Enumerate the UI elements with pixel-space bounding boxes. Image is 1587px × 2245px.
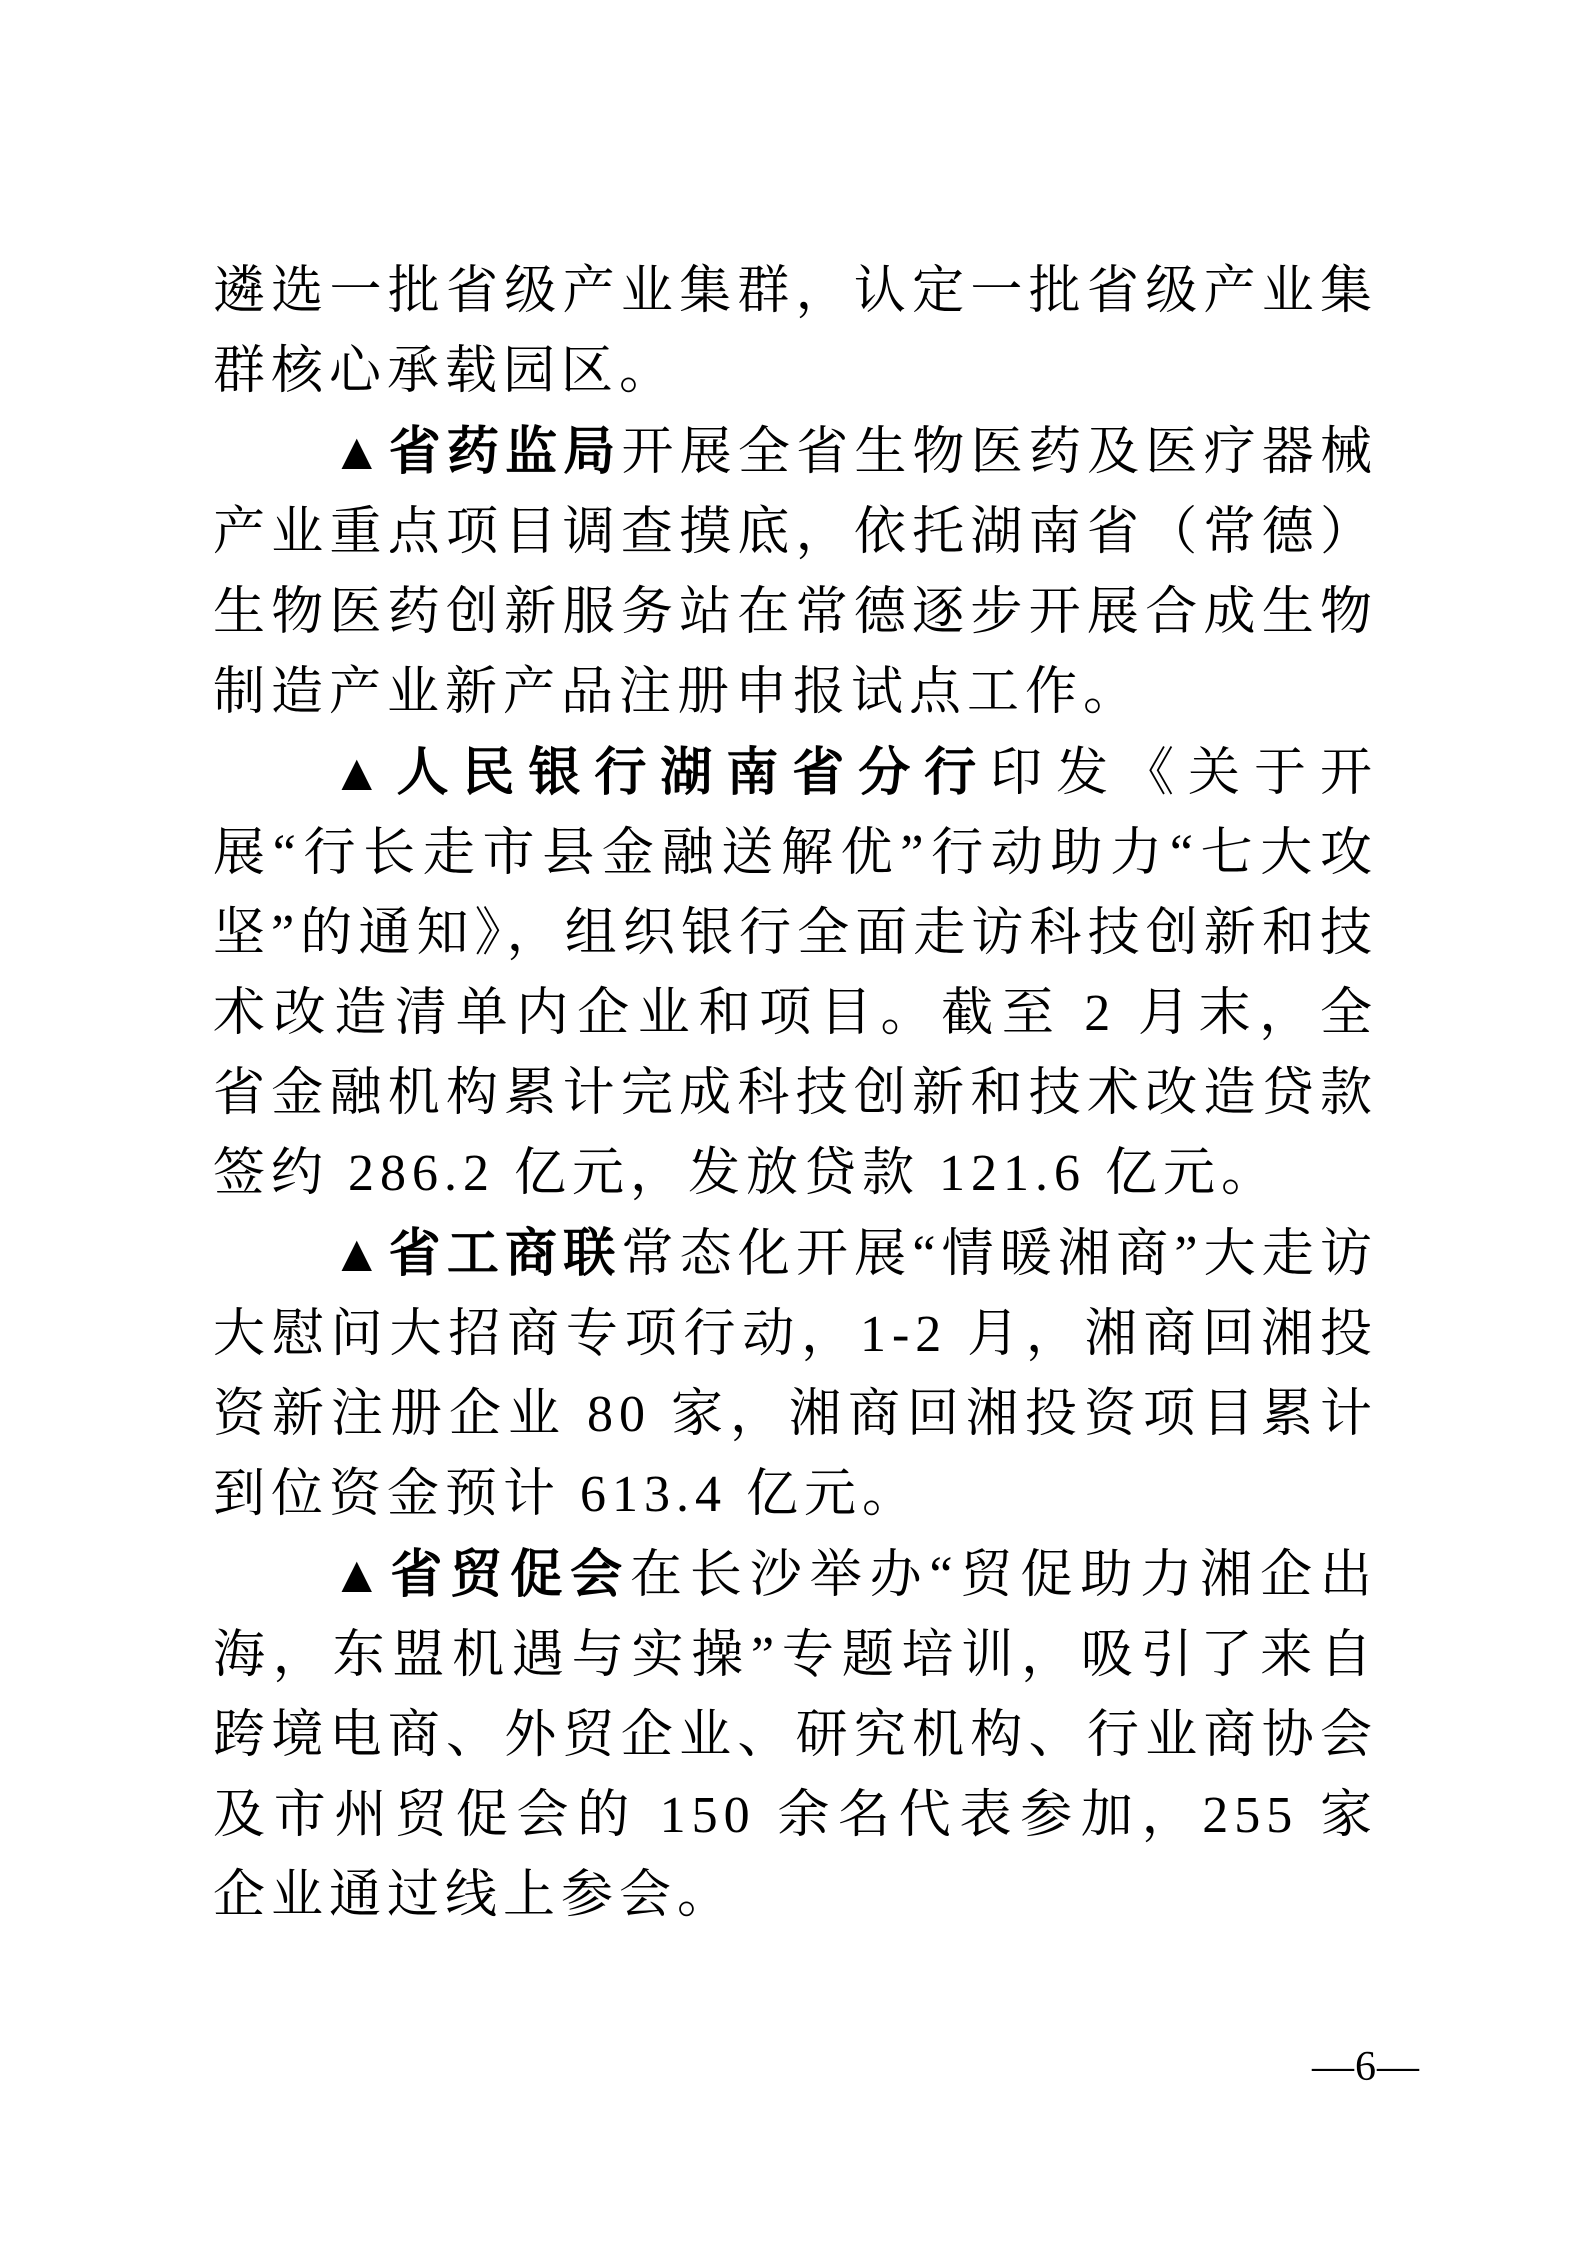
paragraph-yaojianju [213, 412, 1378, 733]
bullet-triangle-icon: ▲ [331, 1225, 389, 1283]
paragraph-renminyinhang [213, 733, 1378, 1214]
page-number: —6— [1312, 2044, 1420, 2090]
org-name-gongshanglian: 省工商联 [388, 1225, 622, 1283]
bullet-triangle-icon: ▲ [331, 423, 389, 481]
paragraph-text: 在长沙举办“贸促助力湘企出海，东盟机遇与实操”专题培训，吸引了来自跨境电商、外贸企业、研究机构、行业商协会及市州贸促会的 150 余名代表参加，255 家企业通过线上参会。 [213, 1547, 1378, 1924]
org-name-yaojianju: 省药监局 [388, 423, 622, 481]
org-name-renminyinhang: 人民银行湖南省分行 [396, 744, 991, 802]
bullet-triangle-icon: ▲ [331, 1546, 391, 1604]
org-name-maocuhui: 省贸促会 [390, 1546, 631, 1604]
paragraph-text: 印发《关于开展“行长走市县金融送解优”行动助力“七大攻坚”的通知》，组织银行全面走访科技创新和技术改造清单内企业和项目。截至 2 月末，全省金融机构累计完成科技创新和技术改造贷款签约 286.2 亿元，发放贷款 121.6 亿元。 [213, 745, 1378, 1202]
paragraph-text: 常态化开展“情暖湘商”大走访大慰问大招商专项行动，1-2 月，湘商回湘投资新注册企业 80 家，湘商回湘投资项目累计到位资金预计 613.4 亿元。 [213, 1226, 1378, 1523]
paragraph-maocuhui [213, 1535, 1378, 1936]
paragraph-gongshanglian [213, 1214, 1378, 1535]
paragraph-text: 遴选一批省级产业集群，认定一批省级产业集群核心承载园区。 [213, 263, 1378, 400]
paragraph-continuation [213, 252, 1378, 412]
paragraph-text: 开展全省生物医药及医疗器械产业重点项目调查摸底，依托湖南省（常德）生物医药创新服务站在常德逐步开展合成生物制造产业新产品注册申报试点工作。 [213, 424, 1378, 721]
bullet-triangle-icon: ▲ [331, 744, 397, 802]
document-body [213, 252, 1378, 1936]
